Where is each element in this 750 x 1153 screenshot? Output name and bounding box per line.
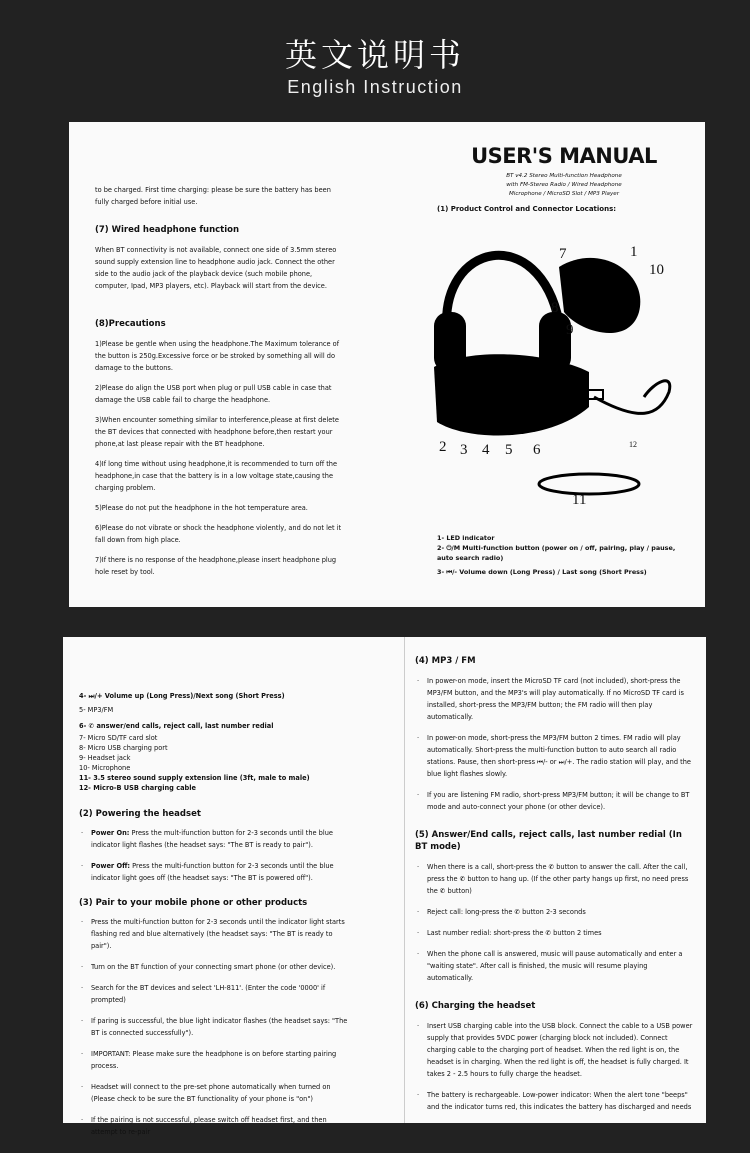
precaution-item: 1)Please be gentle when using the headphone.The Maximum tolerance of the button is 250g.Excessive force or be stroked by something all will do damage to the buttons. — [95, 340, 340, 372]
section-4-title: (4) MP3 / FM — [415, 656, 476, 666]
section-2-title: (2) Powering the headset — [79, 809, 201, 819]
list-item: · When the phone call is answered, music will pause automatically and enter a "waiting state". After call is finished, the music will resume playing automatically. — [415, 948, 695, 984]
manual-subtitle: with FM-Stereo Radio / Wired Headphone — [506, 182, 622, 188]
list-item: · If paring is successful, the blue light indicator flashes (the headset says: "The BT is connected successfully"). — [79, 1015, 349, 1039]
list-item: · In power-on mode, short-press the MP3/FM button 2 times. FM radio will play automatically. Short-press the multi-function button to auto search all radio stations. Pause, then short-press ⏮/- or ⏭/+. The radio station will play, and the blue light flashes slowly. — [415, 732, 695, 780]
intro-text: to be charged. First time charging: please be sure the battery has been fully charged before initial use. — [95, 186, 331, 206]
list-item: · In power-on mode, insert the MicroSD TF card (not included), short-press the MP3/FM button, and the MP3's will play automatically. If no MicroSD TF card is installed, short-press the MP3/FM button; the FM radio will then play automatically. — [415, 675, 695, 723]
section-6-title: (6) Charging the headset — [415, 1001, 536, 1011]
list-item: · Turn on the BT function of your connecting smart phone (or other device). — [79, 961, 349, 973]
list-item: · If the pairing is not successful, please switch off headset first, and then attempt to re-pair — [79, 1114, 349, 1138]
header-title: 英文说明书 — [284, 36, 465, 74]
precaution-item: 4)If long time without using headphone,it is recommended to turn off the headphone,in case that the battery is in a low voltage state,causing the charging problem. — [95, 460, 338, 492]
list-item — [79, 860, 349, 884]
callout-7: 7 — [559, 246, 567, 262]
item-text: Press the mult-ifunction button for 2-3 seconds until the blue indicator light flashes (the headset says: "The BT is ready to pair"). — [91, 829, 333, 849]
list-item — [79, 827, 349, 851]
legend-item: 7- Micro SD/TF card slot — [79, 734, 158, 742]
manual-title: USER'S MANUAL — [471, 144, 657, 168]
list-item: · Search for the BT devices and select 'LH-811'. (Enter the code '0000' if prompted) — [79, 982, 349, 1006]
header-subtitle: English Instruction — [287, 77, 463, 97]
legend-item: 11- 3.5 stereo sound supply extension line (3ft, male to male) — [79, 774, 310, 782]
manual-page-2 — [63, 637, 706, 1136]
section-7-title: (7) Wired headphone function — [95, 225, 240, 235]
legend-item: 12- Micro-B USB charging cable — [79, 784, 197, 792]
callout-9: 9 — [566, 322, 574, 338]
page1-right-column — [439, 144, 689, 213]
callout-12: 12 — [629, 440, 637, 449]
legend-item: 3- ⏮/- Volume down (Long Press) / Last song (Short Press) — [437, 568, 647, 576]
usb-cable-shape — [594, 381, 670, 414]
folded-headphone-view — [434, 354, 589, 435]
list-item: · Last number redial: short-press the ✆ button 2 times — [415, 927, 695, 939]
callout-8: 8 — [551, 300, 559, 316]
page2-left-column — [79, 691, 349, 1147]
legend-item: 10- Microphone — [79, 764, 131, 772]
precaution-item: 5)Please do not put the headphone in the hot temperature area. — [95, 504, 308, 512]
callout-4: 4 — [482, 442, 490, 458]
precaution-item: 3)When encounter something similar to interference,please at first delete the BT devices that connected with headphone before,then restart your phone,at last please repair with the BT headphone. — [95, 416, 339, 448]
item-text: Press the multi-function button for 2-3 seconds until the blue indicator light goes off (the headset says: "The BT is powered off"). — [91, 862, 334, 882]
list-item: · IMPORTANT: Please make sure the headphone is on before starting pairing process. — [79, 1048, 349, 1072]
page2-right-column — [415, 645, 695, 1122]
item-label: Power On: — [91, 829, 130, 837]
section-8-title: (8)Precautions — [95, 319, 166, 329]
callout-2: 2 — [439, 439, 447, 455]
legend-item: 1- LED indicator — [437, 534, 495, 542]
legend-item: 2- ⏻/M Multi-function button (power on / off, pairing, play / pause, auto search radio) — [437, 544, 676, 562]
page-divider — [404, 637, 405, 1123]
legend-item: 6- ✆ answer/end calls, reject call, last number redial — [79, 722, 274, 730]
list-item: · If you are listening FM radio, short-press MP3/FM button; it will be change to BT mode and auto-connect your phone (or other device). — [415, 789, 695, 813]
list-item: · The battery is rechargeable. Low-power indicator: When the alert tone "beeps" and the indicator turns red, this indicates the battery has discharged and needs — [415, 1089, 695, 1113]
list-item: · Reject call: long-press the ✆ button 2-3 seconds — [415, 906, 695, 918]
legend-item: 8- Micro USB charging port — [79, 744, 168, 752]
list-item: · Press the multi-function button for 2-3 seconds until the indicator light starts flashing red and blue alternatively (the headset says: "The BT is ready to pair"). — [79, 916, 349, 952]
legend-item: 5- MP3/FM — [79, 706, 114, 714]
callout-5: 5 — [505, 442, 513, 458]
callout-11: 11 — [572, 492, 587, 508]
precaution-item: 2)Please do align the USB port when plug or pull USB cable in case that damage the USB cable fail to charge the headphone. — [95, 384, 332, 404]
callout-3: 3 — [460, 442, 468, 458]
precaution-item: 7)If there is no response of the headphone,please insert headphone plug hole reset by tool. — [95, 556, 337, 576]
callout-1: 1 — [630, 244, 638, 260]
legend-item: 4- ⏭/+ Volume up (Long Press)/Next song (Short Press) — [79, 692, 285, 700]
page1-legend — [437, 533, 682, 577]
section-5-title: (5) Answer/End calls, reject calls, last number redial (In BT mode) — [415, 830, 682, 852]
list-item: · Headset will connect to the pre-set phone automatically when turned on (Please check to be sure the BT functionality of your phone is "on") — [79, 1081, 349, 1105]
list-item: · Insert USB charging cable into the USB block. Connect the cable to a USB power supply that provides 5VDC power (charging block not included). Connect charging cable to the charging port of headset. When the red light is on, the headset is in charging. When the red light is off, the headset is fully charged. It takes 2 - 2.5 hours to fully charge the headset. — [415, 1020, 695, 1080]
section-7-text: When BT connectivity is not available, connect one side of 3.5mm stereo sound supply extension line to headphone audio jack. Connect the other side to the audio jack of the playback device (such mobile phone, computer, Ipad, MP3 players, etc). Playback will start from the device. — [95, 246, 337, 290]
audio-cable-shape — [539, 474, 639, 494]
page1-left-column — [95, 184, 345, 586]
manual-page-1 — [69, 122, 705, 607]
section-3-title: (3) Pair to your mobile phone or other products — [79, 898, 308, 908]
precaution-item: 6)Please do not vibrate or shock the headphone violently, and do not let it fall down from high place. — [95, 524, 342, 544]
list-item: · When there is a call, short-press the ✆ button to answer the call. After the call, press the ✆ button to hang up. (If the other party hangs up first, no need press the ✆ button) — [415, 861, 695, 897]
legend-item: 9- Headset jack — [79, 754, 131, 762]
callout-10: 10 — [649, 262, 664, 278]
item-label: Power Off: — [91, 862, 131, 870]
section-1-title: (1) Product Control and Connector Locations: — [437, 205, 617, 213]
manual-subtitle: BT v4.2 Stereo Multi-function Headphone — [506, 173, 622, 179]
callout-6: 6 — [533, 442, 541, 458]
manual-subtitle: Microphone / MicroSD Slot / MP3 Player — [508, 191, 620, 197]
